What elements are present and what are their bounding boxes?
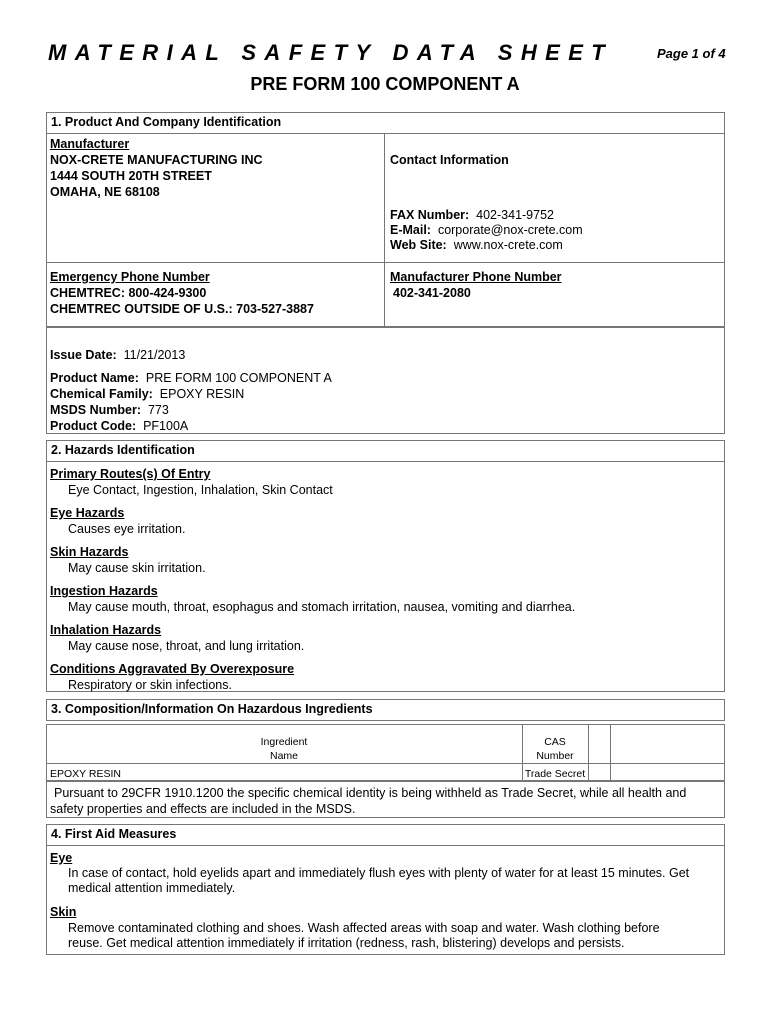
section-3-heading: 3. Composition/Information On Hazardous Ingredients (46, 699, 725, 721)
manufacturer-phone: 402-341-2080 (393, 286, 471, 300)
hazard-text: May cause skin irritation. (68, 561, 206, 575)
table-col-divider (610, 724, 611, 781)
hazard-text: Respiratory or skin infections. (68, 678, 232, 692)
document-subtitle: PRE FORM 100 COMPONENT A (250, 74, 520, 94)
web-value: www.nox-crete.com (453, 238, 563, 252)
hazard-label: Eye Hazards (50, 506, 125, 520)
contact-info-label: Contact Information (390, 153, 509, 167)
first-aid-eye-text: medical attention immediately. (68, 881, 236, 895)
product-code-label: Product Code: (50, 419, 137, 433)
emergency-phone-label: Emergency Phone Number (50, 270, 210, 284)
issue-date-value: 11/21/2013 (123, 348, 186, 362)
fax-label: FAX Number: (390, 208, 470, 222)
hazard-text: Eye Contact, Ingestion, Inhalation, Skin Contact (68, 483, 333, 497)
product-code-value: PF100A (143, 419, 189, 433)
web-label: Web Site: (390, 238, 447, 252)
section-1-row-divider (46, 262, 725, 263)
first-aid-skin-text: Remove contaminated clothing and shoes. Wash affected areas with soap and water. Wash clothing before (68, 921, 660, 935)
chemical-family (50, 386, 244, 402)
company-name: NOX-CRETE MANUFACTURING INC (50, 153, 263, 167)
msds-number (50, 402, 169, 418)
hazard-label: Inhalation Hazards (50, 623, 162, 637)
msds-number-value: 773 (147, 403, 169, 417)
fax-value: 402-341-9752 (476, 208, 554, 222)
col-cas-header: CAS (544, 736, 566, 748)
issue-date (50, 347, 185, 363)
hazard-text: May cause nose, throat, and lung irritation. (68, 639, 305, 653)
first-aid-eye-label: Eye (50, 851, 73, 865)
trade-secret-note: Pursuant to 29CFR 1910.1200 the specific chemical identity is being withheld as Trade Secret, while all health and (54, 786, 687, 800)
manufacturer-phone-label: Manufacturer Phone Number (390, 270, 562, 284)
product-name-value: PRE FORM 100 COMPONENT A (145, 371, 332, 385)
email-value: corporate@nox-crete.com (437, 223, 583, 237)
table-col-divider (588, 724, 589, 781)
first-aid-skin-label: Skin (50, 905, 77, 919)
chemical-family-label: Chemical Family: (50, 387, 153, 401)
table-cell-cas: Trade Secret (524, 768, 586, 780)
col-ingredient-header: Name (269, 750, 298, 762)
section-1-divider (384, 133, 385, 327)
col-cas-header: Number (536, 750, 574, 762)
company-street: 1444 SOUTH 20TH STREET (50, 169, 212, 183)
table-cell-ingredient: EPOXY RESIN (50, 768, 121, 780)
first-aid-skin-text: reuse. Get medical attention immediately if irritation (redness, rash, blistering) develops and persists. (68, 936, 625, 950)
hazard-label: Primary Routes(s) Of Entry (50, 467, 211, 481)
col-ingredient-header: Ingredient (260, 736, 308, 748)
section-4-heading: 4. First Aid Measures (46, 824, 725, 846)
section-2-heading: 2. Hazards Identification (46, 440, 725, 462)
section-1-heading: 1. Product And Company Identification (46, 112, 725, 134)
manufacturer-label: Manufacturer (50, 137, 130, 151)
product-name-label: Product Name: (50, 371, 139, 385)
website (390, 237, 563, 253)
product-name (50, 370, 332, 386)
hazard-label: Skin Hazards (50, 545, 129, 559)
hazard-label: Conditions Aggravated By Overexposure (50, 662, 295, 676)
page-number: Page 1 of 4 (657, 46, 726, 61)
email-label: E-Mail: (390, 223, 431, 237)
msds-number-label: MSDS Number: (50, 403, 141, 417)
first-aid-eye-text: In case of contact, hold eyelids apart and immediately flush eyes with plenty of water for at least 15 minutes. Get (68, 866, 690, 880)
hazard-label: Ingestion Hazards (50, 584, 158, 598)
hazard-text: May cause mouth, throat, esophagus and stomach irritation, nausea, vomiting and diarrhea. (68, 600, 576, 614)
chemtrec-outside-phone: CHEMTREC OUTSIDE OF U.S.: 703-527-3887 (50, 302, 314, 316)
chemical-family-value: EPOXY RESIN (159, 387, 245, 401)
email (390, 222, 583, 238)
document-title: MATERIAL SAFETY DATA SHEET (48, 40, 614, 65)
product-code (50, 418, 188, 434)
company-city: OMAHA, NE 68108 (50, 185, 160, 199)
hazard-text: Causes eye irritation. (68, 522, 186, 536)
fax-number (390, 207, 554, 223)
issue-date-label: Issue Date: (50, 348, 117, 362)
chemtrec-phone: CHEMTREC: 800-424-9300 (50, 286, 207, 300)
trade-secret-note: safety properties and effects are included in the MSDS. (50, 802, 356, 816)
